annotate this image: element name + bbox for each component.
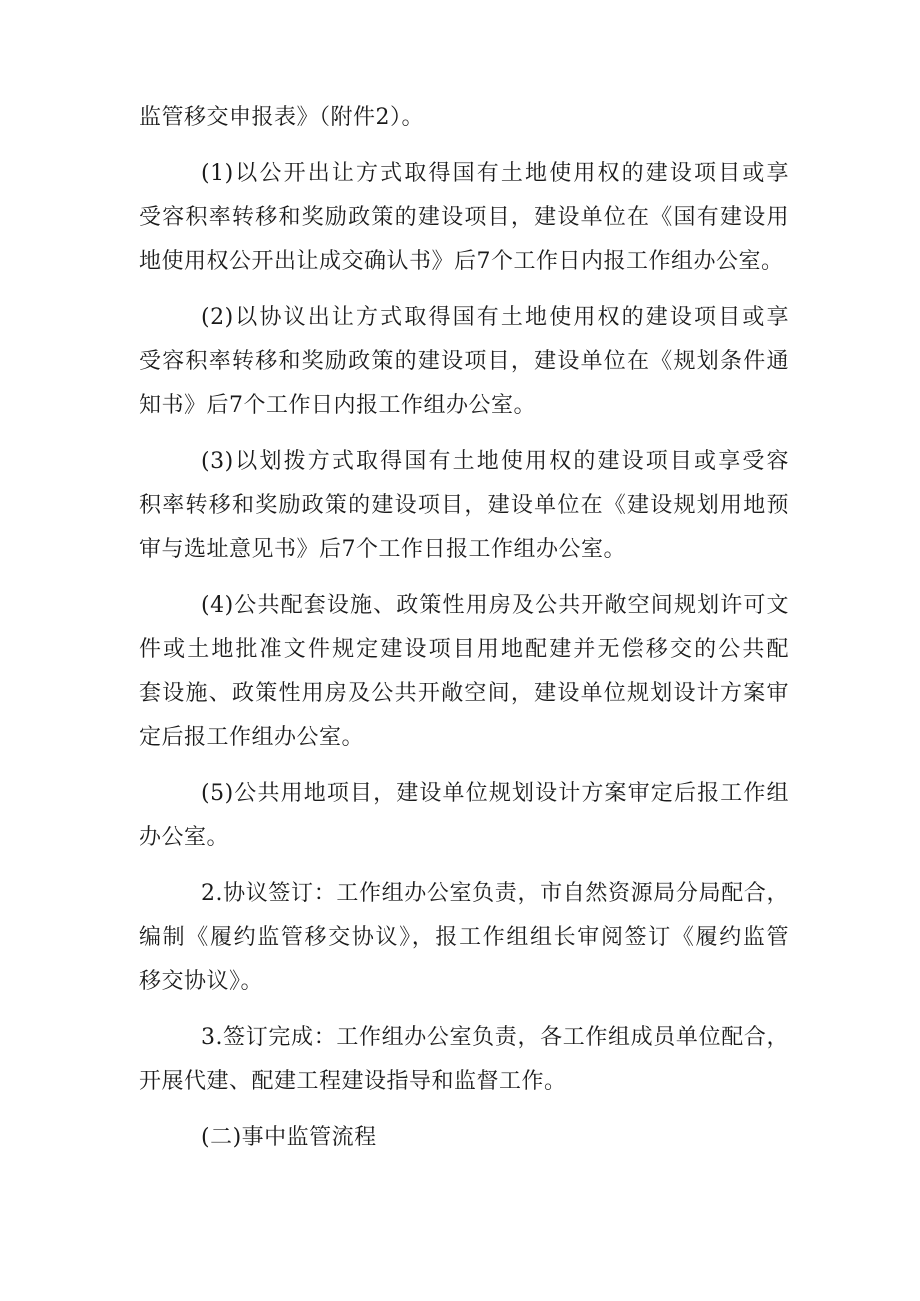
text-line: (5)公共用地项目，建设单位规划设计方案审定后报工作组 xyxy=(201,781,789,806)
text-line: 监管移交申报表》（附件2）。 xyxy=(139,105,424,130)
text-line: 审与选址意见书》后7个工作日报工作组办公室。 xyxy=(139,537,626,562)
text-line: (二)事中监管流程 xyxy=(201,1125,377,1150)
paragraph xyxy=(139,772,789,860)
text-line: 办公室。 xyxy=(139,825,230,850)
paragraph xyxy=(139,1016,789,1104)
paragraph xyxy=(139,296,789,428)
paragraph xyxy=(139,96,789,140)
paragraph xyxy=(139,440,789,572)
text-line: 积率转移和奖励政策的建设项目，建设单位在《建设规划用地预 xyxy=(139,493,789,518)
text-line: (1)以公开出让方式取得国有土地使用权的建设项目或享 xyxy=(201,161,789,186)
text-line: 移交协议》。 xyxy=(139,969,264,994)
paragraph xyxy=(139,152,789,284)
text-line: 件或土地批准文件规定建设项目用地配建并无偿移交的公共配 xyxy=(139,637,789,662)
document-page xyxy=(139,96,789,1160)
text-line: 套设施、政策性用房及公共开敞空间，建设单位规划设计方案审 xyxy=(139,681,789,706)
text-line: 2.协议签订：工作组办公室负责，市自然资源局分局配合， xyxy=(201,881,789,906)
text-line: 定后报工作组办公室。 xyxy=(139,725,365,750)
text-line: (2)以协议出让方式取得国有土地使用权的建设项目或享 xyxy=(201,305,789,330)
text-line: 受容积率转移和奖励政策的建设项目，建设单位在《规划条件通 xyxy=(139,349,789,374)
text-line: 开展代建、配建工程建设指导和监督工作。 xyxy=(139,1069,567,1094)
text-line: 3.签订完成：工作组办公室负责，各工作组成员单位配合， xyxy=(201,1025,789,1050)
text-line: 受容积率转移和奖励政策的建设项目，建设单位在《国有建设用 xyxy=(139,205,789,230)
text-line: (4)公共配套设施、政策性用房及公共开敞空间规划许可文 xyxy=(201,593,789,618)
paragraph xyxy=(139,872,789,1004)
paragraph xyxy=(139,584,789,760)
text-line: 知书》后7个工作日内报工作组办公室。 xyxy=(139,393,536,418)
text-line: (3)以划拨方式取得国有土地使用权的建设项目或享受容 xyxy=(201,449,789,474)
section-heading xyxy=(139,1116,789,1160)
text-line: 编制《履约监管移交协议》，报工作组组长审阅签订《履约监管 xyxy=(139,925,789,950)
text-line: 地使用权公开出让成交确认书》后7个工作日内报工作组办公室。 xyxy=(139,249,784,274)
